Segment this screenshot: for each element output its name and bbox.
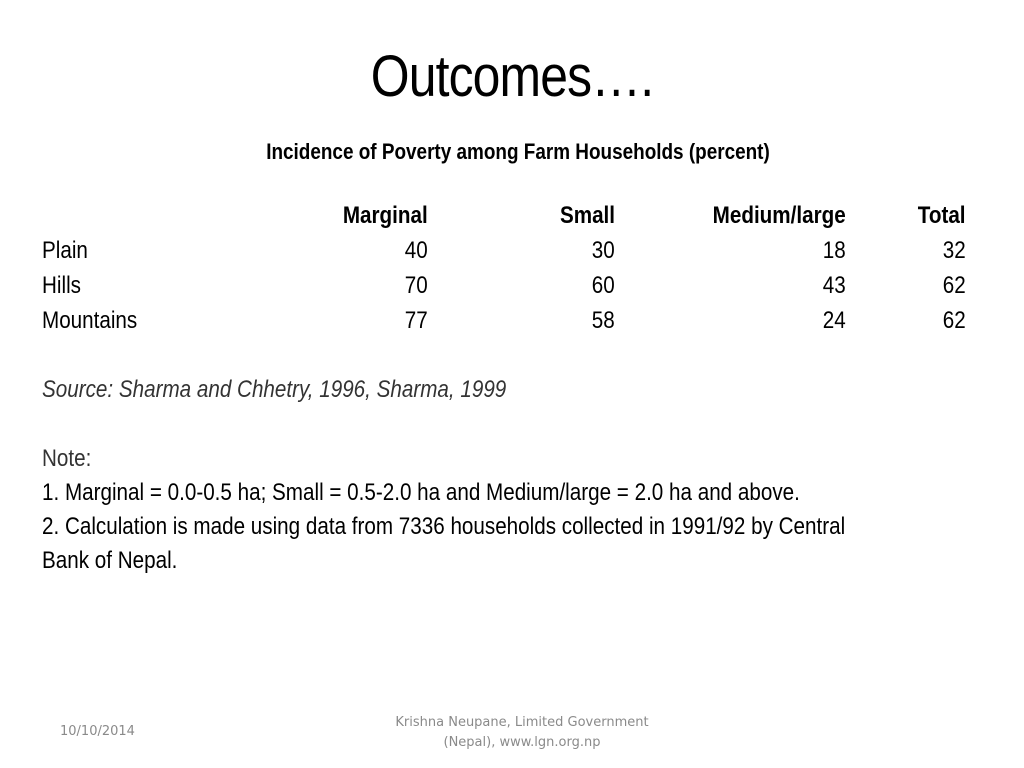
cell-medium-large: 43	[823, 272, 846, 299]
cell-total: 32	[943, 237, 966, 264]
slide-title: Outcomes….	[370, 44, 654, 109]
table-row	[42, 303, 966, 338]
header-marginal: Marginal	[343, 202, 428, 229]
table-row	[42, 233, 966, 268]
row-label: Hills	[42, 272, 81, 299]
cell-small: 60	[592, 272, 615, 299]
note-heading: Note:	[42, 445, 92, 472]
note-item-2: 2. Calculation is made using data from 7336 households collected in 1991/92 by Central	[42, 513, 846, 540]
footer-credit-line-2: (Nepal), www.lgn.org.np	[443, 735, 601, 750]
table-caption: Incidence of Poverty among Farm Households (percent)	[266, 139, 770, 164]
cell-medium-large: 24	[823, 307, 846, 334]
cell-small: 58	[592, 307, 615, 334]
note-item-1: 1. Marginal = 0.0-0.5 ha; Small = 0.5-2.0 ha and Medium/large = 2.0 ha and above.	[42, 479, 800, 506]
footer-date: 10/10/2014	[60, 724, 135, 739]
row-label: Mountains	[42, 307, 138, 334]
header-small: Small	[559, 202, 615, 229]
cell-marginal: 77	[405, 307, 428, 334]
table-row	[42, 268, 966, 303]
row-label: Plain	[42, 237, 88, 264]
cell-small: 30	[592, 237, 615, 264]
source-citation: Source: Sharma and Chhetry, 1996, Sharma, 1999	[42, 376, 507, 403]
note-item-2-continued: Bank of Nepal.	[42, 547, 178, 574]
cell-medium-large: 18	[823, 237, 846, 264]
table-header-row	[42, 198, 966, 233]
header-total: Total	[918, 202, 966, 229]
cell-marginal: 40	[405, 237, 428, 264]
cell-marginal: 70	[405, 272, 428, 299]
footer-credit	[340, 713, 704, 753]
header-medium-large: Medium/large	[712, 202, 846, 229]
header-blank	[42, 198, 172, 233]
cell-total: 62	[943, 307, 966, 334]
poverty-table	[42, 198, 966, 338]
footer-credit-line-1: Krishna Neupane, Limited Government	[395, 715, 649, 730]
cell-total: 62	[943, 272, 966, 299]
